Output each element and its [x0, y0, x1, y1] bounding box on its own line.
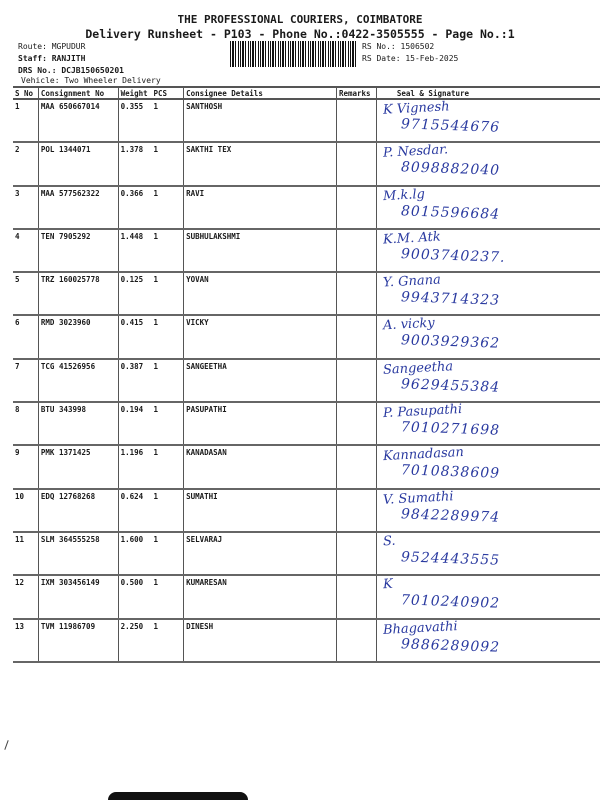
- col-sno: S No: [13, 87, 38, 99]
- weight-cell: 1.378: [118, 142, 151, 185]
- consignment-cell: TCG 41526956: [38, 359, 118, 402]
- consignee-cell: KANADASAN: [184, 445, 337, 488]
- table-row: [13, 575, 600, 618]
- signature-name: P. Nesdar.: [382, 142, 449, 161]
- pcs-cell: 1: [152, 99, 184, 142]
- runsheet-table: [13, 86, 600, 663]
- table-row: [13, 229, 600, 272]
- scan-mark: [4, 740, 8, 750]
- remarks-cell: [336, 402, 376, 445]
- remarks-cell: [336, 229, 376, 272]
- remarks-cell: [336, 532, 376, 575]
- remarks-cell: [336, 186, 376, 229]
- table-row: [13, 186, 600, 229]
- sno-cell: 1: [13, 99, 38, 142]
- signature-cell: [376, 619, 600, 662]
- sno-cell: 12: [13, 575, 38, 618]
- sno-cell: 13: [13, 619, 38, 662]
- consignment-cell: EDQ 12768268: [38, 489, 118, 532]
- sno-cell: 4: [13, 229, 38, 272]
- remarks-cell: [336, 575, 376, 618]
- signature-name: K: [382, 577, 393, 593]
- weight-cell: 0.194: [118, 402, 151, 445]
- signature-name: Sangeetha: [382, 358, 454, 378]
- pcs-cell: 1: [152, 445, 184, 488]
- company-title: THE PROFESSIONAL COURIERS, COIMBATORE: [177, 13, 423, 26]
- consignment-cell: IXM 303456149: [38, 575, 118, 618]
- signature-name: K Vignesh: [382, 99, 450, 118]
- sno-cell: 5: [13, 272, 38, 315]
- signature-name: P. Pasupathi: [382, 402, 463, 422]
- signature-cell: [376, 532, 600, 575]
- pcs-cell: 1: [152, 532, 184, 575]
- remarks-cell: [336, 359, 376, 402]
- weight-cell: 1.448: [118, 229, 151, 272]
- sno-cell: 11: [13, 532, 38, 575]
- sno-cell: 9: [13, 445, 38, 488]
- consignee-cell: RAVI: [184, 186, 337, 229]
- consignment-cell: BTU 343998: [38, 402, 118, 445]
- signature-phone: 7010240902: [400, 592, 501, 612]
- route: Route: MGPUDUR: [18, 42, 86, 51]
- table-row: [13, 402, 600, 445]
- col-consignee: Consignee Details: [184, 87, 337, 99]
- signature-name: V. Sumathi: [382, 488, 454, 508]
- table-row: [13, 532, 600, 575]
- sno-cell: 10: [13, 489, 38, 532]
- signature-phone: 9524443555: [400, 549, 501, 569]
- consignee-cell: PASUPATHI: [184, 402, 337, 445]
- signature-name: K.M. Atk: [382, 229, 441, 248]
- pcs-cell: 1: [152, 402, 184, 445]
- vehicle: Vehicle: Two Wheeler Delivery: [21, 76, 161, 85]
- consignment-cell: TEN 7905292: [38, 229, 118, 272]
- remarks-cell: [336, 142, 376, 185]
- weight-cell: 1.600: [118, 532, 151, 575]
- consignment-cell: RMD 3023960: [38, 315, 118, 358]
- signature-phone: 9003740237.: [400, 246, 506, 266]
- weight-cell: 0.355: [118, 99, 151, 142]
- scan-shadow: [108, 792, 248, 800]
- pcs-cell: 1: [152, 229, 184, 272]
- signature-phone: 7010838609: [400, 462, 501, 483]
- sno-cell: 2: [13, 142, 38, 185]
- sno-cell: 8: [13, 402, 38, 445]
- table-row: [13, 272, 600, 315]
- signature-phone: 9629455384: [400, 376, 501, 396]
- table-row: [13, 359, 600, 402]
- col-pcs: PCS: [152, 87, 184, 99]
- col-consignment: Consignment No: [38, 87, 118, 99]
- signature-phone: 9943714323: [400, 289, 501, 309]
- signature-phone: 9886289092: [400, 635, 501, 656]
- signature-phone: 8015596684: [400, 202, 501, 223]
- weight-cell: 0.415: [118, 315, 151, 358]
- staff: Staff: RANJITH: [18, 54, 86, 63]
- remarks-cell: [336, 272, 376, 315]
- signature-phone: 9003929362: [400, 332, 501, 353]
- weight-cell: 0.366: [118, 186, 151, 229]
- sno-cell: 3: [13, 186, 38, 229]
- col-signature: Seal & Signature: [376, 87, 600, 99]
- consignee-cell: SAKTHI TEX: [184, 142, 337, 185]
- consignment-cell: PMK 1371425: [38, 445, 118, 488]
- pcs-cell: 1: [152, 619, 184, 662]
- signature-name: Y. Gnana: [382, 272, 441, 291]
- consignee-cell: DINESH: [184, 619, 337, 662]
- remarks-cell: [336, 619, 376, 662]
- consignment-cell: MAA 650667014: [38, 99, 118, 142]
- signature-name: M.k.lg: [382, 186, 426, 204]
- pcs-cell: 1: [152, 489, 184, 532]
- rs-number: RS No.: 1506502: [362, 42, 435, 51]
- weight-cell: 0.624: [118, 489, 151, 532]
- drs-number: DRS No.: DCJB150650201: [18, 66, 124, 75]
- signature-name: Kannadasan: [382, 445, 464, 465]
- remarks-cell: [336, 445, 376, 488]
- weight-cell: 0.125: [118, 272, 151, 315]
- signature-cell: [376, 315, 600, 358]
- weight-cell: 2.250: [118, 619, 151, 662]
- sno-cell: 7: [13, 359, 38, 402]
- table-header: [13, 87, 600, 99]
- signature-cell: [376, 99, 600, 142]
- consignee-cell: SANGEETHA: [184, 359, 337, 402]
- pcs-cell: 1: [152, 359, 184, 402]
- signature-phone: 8098882040: [400, 159, 501, 180]
- signature-cell: [376, 186, 600, 229]
- table-row: [13, 315, 600, 358]
- signature-phone: 9715544676: [400, 116, 501, 136]
- consignee-cell: KUMARESAN: [184, 575, 337, 618]
- consignment-cell: SLM 364555258: [38, 532, 118, 575]
- consignee-cell: SELVARAJ: [184, 532, 337, 575]
- pcs-cell: 1: [152, 186, 184, 229]
- signature-phone: 7010271698: [400, 419, 501, 439]
- consignee-cell: VICKY: [184, 315, 337, 358]
- weight-cell: 1.196: [118, 445, 151, 488]
- signature-cell: [376, 489, 600, 532]
- pcs-cell: 1: [152, 272, 184, 315]
- pcs-cell: 1: [152, 315, 184, 358]
- remarks-cell: [336, 489, 376, 532]
- remarks-cell: [336, 315, 376, 358]
- table-row: [13, 142, 600, 185]
- table-row: [13, 99, 600, 142]
- signature-name: A. vicky: [382, 316, 435, 334]
- runsheet-subtitle: Delivery Runsheet - P103 - Phone No.:0422-3505555 - Page No.:1: [85, 27, 515, 41]
- signature-cell: [376, 359, 600, 402]
- signature-name: S.: [382, 533, 396, 550]
- consignee-cell: YOVAN: [184, 272, 337, 315]
- consignee-cell: SUMATHI: [184, 489, 337, 532]
- table-row: [13, 489, 600, 532]
- table-row: [13, 619, 600, 662]
- signature-cell: [376, 142, 600, 185]
- consignment-cell: POL 1344071: [38, 142, 118, 185]
- signature-name: Bhagavathi: [382, 618, 458, 638]
- col-weight: Weight: [118, 87, 151, 99]
- consignment-cell: MAA 577562322: [38, 186, 118, 229]
- consignee-cell: SUBHULAKSHMI: [184, 229, 337, 272]
- signature-cell: [376, 229, 600, 272]
- table-row: [13, 445, 600, 488]
- weight-cell: 0.387: [118, 359, 151, 402]
- signature-cell: [376, 272, 600, 315]
- barcode: [230, 41, 358, 67]
- signature-phone: 9842289974: [400, 505, 501, 526]
- rs-date: RS Date: 15-Feb-2025: [362, 54, 459, 63]
- signature-cell: [376, 575, 600, 618]
- pcs-cell: 1: [152, 142, 184, 185]
- signature-cell: [376, 402, 600, 445]
- pcs-cell: 1: [152, 575, 184, 618]
- weight-cell: 0.500: [118, 575, 151, 618]
- consignee-cell: SANTHOSH: [184, 99, 337, 142]
- consignment-cell: TVM 11986709: [38, 619, 118, 662]
- col-remarks: Remarks: [336, 87, 376, 99]
- consignment-cell: TRZ 160025778: [38, 272, 118, 315]
- remarks-cell: [336, 99, 376, 142]
- signature-cell: [376, 445, 600, 488]
- sno-cell: 6: [13, 315, 38, 358]
